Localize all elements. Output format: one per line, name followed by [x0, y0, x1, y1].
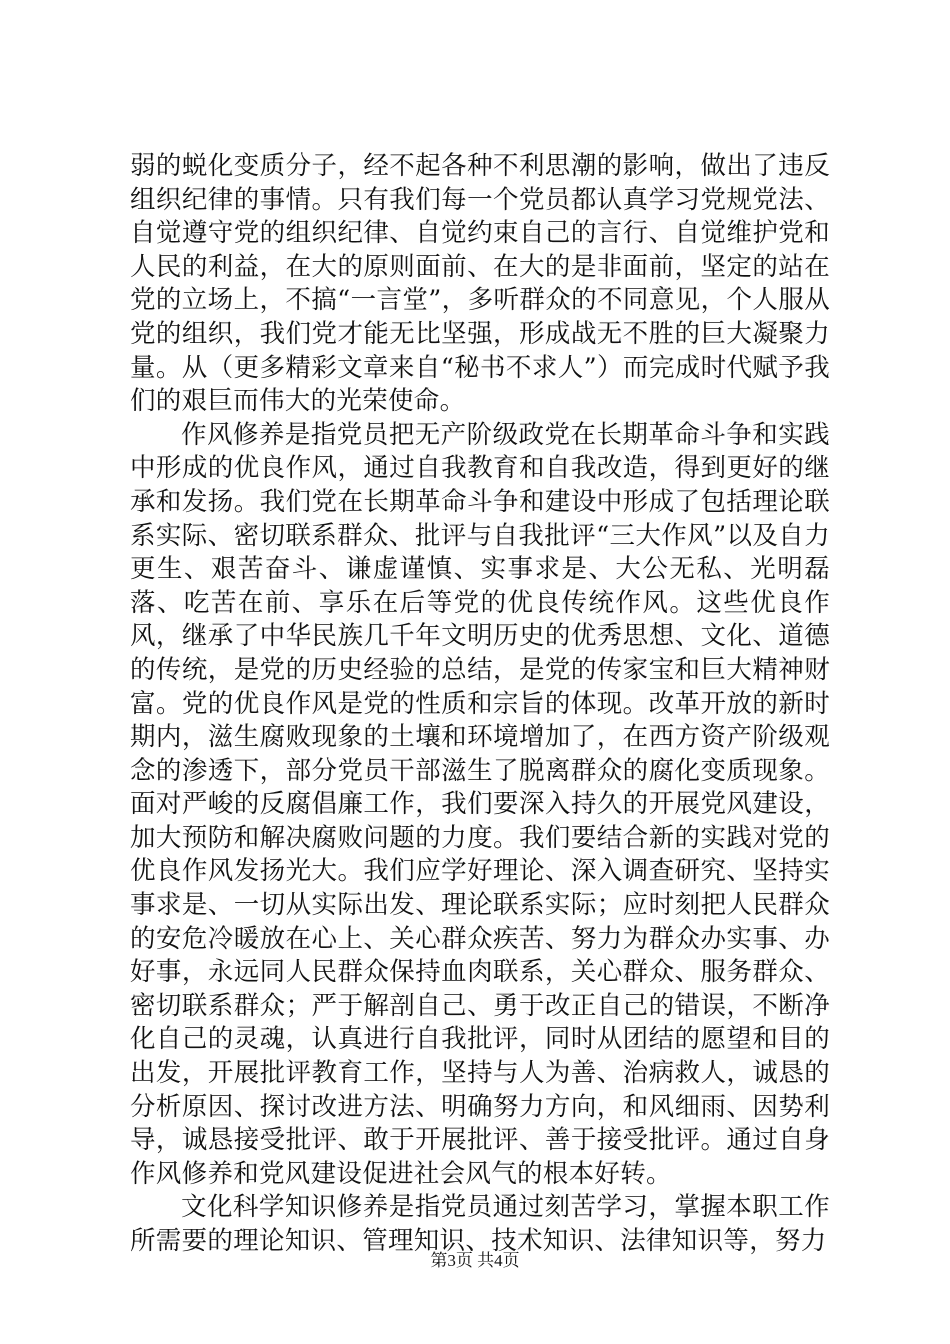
paragraph-work-style: 作风修养是指党员把无产阶级政党在长期革命斗争和实践中形成的优良作风，通过自我教育和自我改造，得到更好的继承和发扬。我们党在长期革命斗争和建设中形成了包括理论联系实际、密切联系群众、批评与自我批评“三大作风”以及自力更生、艰苦奋斗、谦虚谨慎、实事求是、大公无私、光明磊落、吃苦在前、享乐在后等党的优良传统作风。这些优良作风，继承了中华民族几千年文明历史的优秀思想、文化、道德的传统，是党的历史经验的总结，是党的传家宝和巨大精神财富。党的优良作风是党的性质和宗旨的体现。改革开放的新时期内，滋生腐败现象的土壤和环境增加了，在西方资产阶级观念的渗透下，部分党员干部滋生了脱离群众的腐化变质现象。面对严峻的反腐倡廉工作，我们要深入持久的开展党风建设，加大预防和解决腐败问题的力度。我们要结合新的实践对党的优良作风发扬光大。我们应学好理论、深入调查研究、坚持实事求是、一切从实际出发、理论联系实际；应时刻把人民群众的安危冷暖放在心上、关心群众疾苦、努力为群众办实事、办好事，永远同人民群众保持血肉联系，关心群众、服务群众、密切联系群众；严于解剖自己、勇于改正自己的错误，不断净化自己的灵魂，认真进行自我批评，同时从团结的愿望和目的出发，开展批评教育工作，坚持与人为善、治病救人，诚恳的分析原因、探讨改进方法、明确努力方向，和风细雨、因势利导，诚恳接受批评、敢于开展批评、善于接受批评。通过自身作风修养和党风建设促进社会风气的根本好转。: [130, 419, 830, 1189]
page-footer: 第3页 共4页: [430, 1251, 520, 1270]
paragraph-knowledge: 文化科学知识修养是指党员通过刻苦学习，掌握本职工作所需要的理论知识、管理知识、技术知识、法律知识等，努力: [130, 1192, 830, 1256]
document-body: [130, 150, 830, 1259]
paragraph-continuation: 弱的蜕化变质分子，经不起各种不利思潮的影响，做出了违反组织纪律的事情。只有我们每一个党员都认真学习党规党法、自觉遵守党的组织纪律、自觉约束自己的言行、自觉维护党和人民的利益，在大的原则面前、在大的是非面前，坚定的站在党的立场上，不搞“一言堂”，多听群众的不同意见，个人服从党的组织，我们党才能无比坚强，形成战无不胜的巨大凝聚力量。从（更多精彩文章来自“秘书不求人”）而完成时代赋予我们的艰巨而伟大的光荣使命。: [130, 151, 830, 417]
